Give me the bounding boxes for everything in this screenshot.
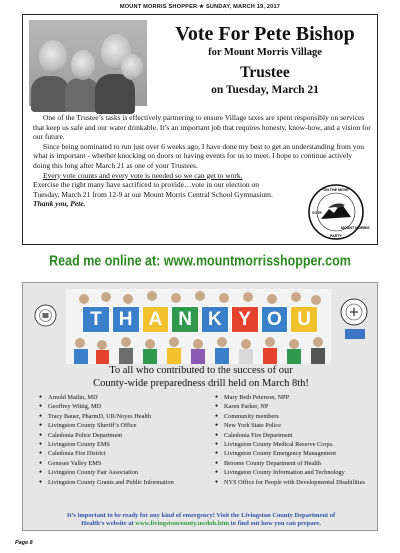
thank-you-ad (22, 282, 378, 531)
contributor-item: ● Broome County Department of Health (215, 459, 377, 468)
contributor-item: ● Mary Beth Peterson, NPP (215, 393, 377, 402)
banner-letter: N (171, 306, 199, 333)
contributor-item: ● Livingston County Sheriff’s Office (39, 421, 207, 430)
seal-top-text: “ON THE MOVE” (321, 188, 351, 192)
banner-letter: A (142, 306, 170, 333)
banner-letter: H (112, 306, 140, 333)
banner-letter: O (261, 306, 289, 333)
ad-paragraph-3 (33, 180, 281, 209)
ad-date: on Tuesday, March 21 (211, 84, 319, 96)
contributors-list-right (215, 393, 377, 487)
contributor-item: ● Livingston County Fair Association (39, 468, 207, 477)
footer-lead: Health’s website at (81, 520, 136, 527)
footer-line-1: It’s important to be ready for any kind of emergency! Visit the Livingston County Department of (66, 512, 336, 519)
contributor-item: ● Karen Parker, NP (215, 402, 377, 411)
read-online-banner: Read me online at: www.mountmorrisshopper.com (49, 252, 351, 270)
ad-paragraph-2: Since being nominated to run just over 6 weeks ago, I have done my best to get an understanding from you what is important - whether knocking on doors or having events for us to meet. I hope to continue actively doing this long after March 21 as one of your Trustees. (33, 141, 364, 170)
contributor-item: ● Caledonia Police Department (39, 431, 207, 440)
page-number: Page 8 (15, 540, 33, 546)
thanks-line-2: County-wide preparedness drill held on March 8th! (93, 378, 309, 389)
preparedness-logo-icon (345, 329, 365, 339)
banner-letter: K (201, 306, 229, 333)
family-photo (29, 20, 147, 106)
ad-subheadline: for Mount Morris Village (208, 47, 322, 58)
contributor-item: ● Livingston County Medical Reserve Corps. (215, 440, 377, 449)
footer-tail: to find out how you can prepare. (229, 520, 321, 527)
health-website-link[interactable]: www.livingstoncounty.us/doh.htm (135, 520, 229, 527)
ad-paragraph-1: One of the Trustee’s tasks is effectively partnering to ensure Village taxes are spent responsibly on services that keep us safe and our water drinkable. It’s an important job that requires honesty, know-how, and a vision for our future. (33, 113, 371, 142)
ad-vote-call: Every vote counts and every vote is needed so we can get to work. (43, 170, 243, 180)
party-seal-icon (307, 183, 370, 241)
thank-you-banner (82, 306, 318, 333)
contributor-item: ● Arnold Matlin, MD (39, 393, 207, 402)
contributor-item: ● Genesee Valley EMS (39, 459, 207, 468)
contributor-item: ● Livingston County Information and Technology (215, 468, 377, 477)
health-department-logo-icon (340, 298, 368, 326)
contributor-item: ● NYS Office for People with Developmental Disabilities (215, 478, 377, 487)
thanks-heading (31, 364, 371, 390)
ad-paragraph-3-lead (33, 171, 371, 181)
ad-signoff: Thank you, Pete. (33, 199, 86, 209)
footer-line-2 (31, 520, 371, 528)
contributor-item: ● Livingston County EMS (39, 440, 207, 449)
ad-headline: Vote For Pete Bishop (175, 23, 355, 45)
ad-headline-block (153, 23, 377, 97)
contributor-item: ● Tracy Bauer, PharmD, UR/Noyes Health (39, 412, 207, 421)
county-seal-icon (34, 304, 57, 327)
banner-letter: U (290, 306, 318, 333)
masthead: MOUNT MORRIS SHOPPER ★ SUNDAY, MARCH 19, 2017 (119, 4, 281, 10)
contributors-list-left (39, 393, 207, 487)
thanks-footer (31, 512, 371, 528)
contributor-item: ● Caledonia Fire District (39, 449, 207, 458)
seal-left-text: VOTE (312, 211, 322, 215)
thanks-line-1: To all who contributed to the success of our (109, 365, 293, 376)
ad-office: Trustee (240, 64, 290, 81)
contributor-item: ● Livingston County Grants and Public Information (39, 478, 207, 487)
seal-right-text: MOUNT MORRIS (341, 226, 370, 230)
contributor-item: ● Community members (215, 412, 377, 421)
banner-letter: T (82, 306, 110, 333)
contributor-item: ● New York State Police (215, 421, 377, 430)
campaign-ad (22, 14, 378, 245)
contributor-item: ● Caledonia Fire Department (215, 431, 377, 440)
contributor-item: ● Geoffrey Wittig, MD (39, 402, 207, 411)
seal-bottom-text: PARTY (330, 234, 342, 238)
banner-letter: Y (231, 306, 259, 333)
contributor-item: ● Livingston County Emergency Management (215, 449, 377, 458)
ad-election-details: Exercise the right many have sacrificed to provide…vote in our election on Tuesday, March 21 from 12-9 at our Mount Morris Central School Gymnasium. (33, 180, 273, 199)
